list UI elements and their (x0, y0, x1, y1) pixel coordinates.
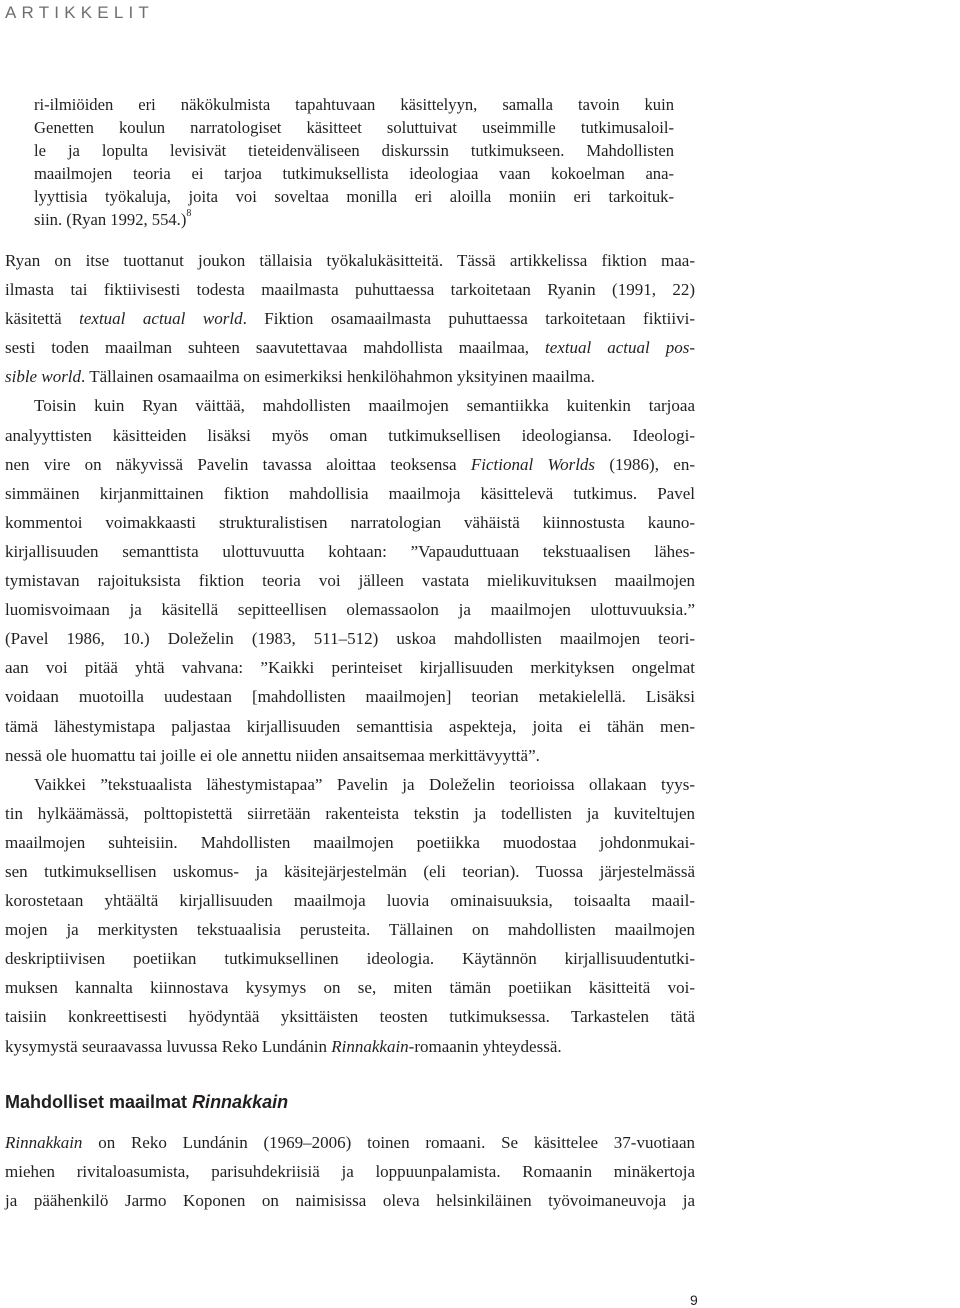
text-line: sen tutkimuksellisen uskomus- ja käsitejärjestelmän (eli teorian). Tuossa järjestelmässä (5, 861, 695, 881)
text-line: Ryan on itse tuottanut joukon tällaisia työkalukäsitteitä. Tässä artikkelissa fiktion maa- (5, 251, 695, 270)
page-number: 9 (690, 1292, 698, 1308)
text-line: simmäinen kirjanmittainen fiktion mahdollisia maailmoja käsittelevä tutkimus. Pavel (5, 483, 695, 503)
block-quote (34, 93, 674, 231)
text-line: kirjallisuuden semanttista ulottuvuutta kohtaan: ”Vapauduttuaan tekstuaalisen lähes- (5, 541, 695, 561)
text-line: analyyttisten käsitteiden lisäksi myös oman tutkimuksellisen ideologiansa. Ideologi- (5, 425, 695, 445)
footnote-ref: 8 (186, 208, 192, 220)
text-line: aan voi pitää yhtä vahvana: ”Kaikki perinteiset kirjallisuuden merkityksen ongelmat (5, 658, 695, 678)
book-title: Rinnakkain (5, 1133, 83, 1152)
text-line: kommentoi voimakkaasti strukturalistisen narratologian vähäistä kiinnostusta kauno- (5, 512, 695, 532)
quote-line: maailmojen teoria ei tarjoa tutkimuksellista ideologiaa vaan kokoelman ana- (34, 164, 674, 183)
text-line: (Pavel 1986, 10.) Doleželin (1983, 511–512) uskoa mahdollisten maailmojen teori- (5, 629, 695, 649)
text-line: ja päähenkilö Jarmo Koponen on naimisissa oleva helsinkiläinen työvoimaneuvoja ja (5, 1191, 695, 1211)
text-line: Toisin kuin Ryan väittää, mahdollisten maailmojen semantiikka kuitenkin tarjoaa (34, 396, 695, 416)
paragraph (5, 246, 695, 391)
text-line: kysymystä seuraavassa luvussa Reko Lundánin Rinnakkain-romaanin yhteydessä. (5, 1036, 562, 1056)
text-line: nessä ole huomattu tai joille ei ole annettu niiden ansaitsemaa merkittävyyttä”. (5, 745, 540, 765)
text-line: käsitettä textual actual world. Fiktion osamaailmasta puhuttaessa tarkoitetaan fiktiivi- (5, 309, 695, 329)
text-line: korostetaan yhtäältä kirjallisuuden maailmoja luovia ominaisuuksia, toisaalta maail- (5, 891, 695, 911)
text-line: ilmasta tai fiktiivisesti todesta maailmasta puhuttaessa tarkoitetaan Ryanin (1991, 22) (5, 280, 695, 300)
paragraph (5, 391, 695, 769)
text-line: luomisvoimaan ja käsitellä sepitteellisen olemassaolon ja maailmojen ulottuvuuksia.” (5, 600, 695, 620)
text-line: mojen ja merkitysten tekstuaalisia perusteita. Tällainen on mahdollisten maailmojen (5, 920, 695, 940)
italic-term: textual actual pos- (545, 338, 696, 358)
text-line: sible world. Tällainen osamaailma on esimerkiksi henkilöhahmon yksityinen maailma. (5, 367, 595, 387)
text-line: taisiin konkreettisesti hyödyntää yksittäisten teosten tutkimuksessa. Tarkastelen tätä (5, 1007, 695, 1027)
quote-line: Genetten koulun narratologiset käsitteet soluttuivat useimmille tutkimusaloil- (34, 118, 674, 137)
paragraph (5, 1128, 695, 1215)
quote-line (34, 208, 674, 231)
text-line: deskriptiivisen poetiikan tutkimuksellinen ideologia. Käytännön kirjallisuudentutki- (5, 949, 695, 969)
book-title: Fictional Worlds (470, 454, 596, 474)
paragraph (5, 770, 695, 1061)
text-line: voidaan muotoilla uudestaan [mahdollisten maailmojen] teorian metakielellä. Lisäksi (5, 687, 695, 707)
text-line: Rinnakkain on Reko Lundánin (1969–2006) toinen romaani. Se käsittelee 37-vuotiaan (5, 1133, 695, 1152)
text-line: muksen kannalta kiinnostava kysymys on se, miten tämän poetiikan käsitteitä voi- (5, 978, 695, 998)
section-label: ARTIKKELIT (5, 3, 154, 22)
quote-line: le ja lopulta levisivät tieteidenväliseen diskurssin tutkimukseen. Mahdollisten (34, 141, 674, 160)
section-heading-title: Rinnakkain (192, 1092, 289, 1112)
book-title: Rinnakkain (331, 1036, 409, 1056)
text-line: tämä lähestymistapa paljastaa kirjallisuuden semanttisia aspekteja, joita ei tähän men- (5, 716, 695, 736)
text-line: nen vire on näkyvissä Pavelin tavassa aloittaa teoksensa Fictional Worlds (1986), en- (5, 454, 695, 474)
text-line: Vaikkei ”tekstuaalista lähestymistapaa” Pavelin ja Doleželin teorioissa ollakaan tyys- (34, 774, 695, 794)
text-line: tymistavan rajoituksista fiktion teoria voi jälleen vastata mielikuvituksen maailmojen (5, 571, 695, 591)
text-line: sesti toden maailman suhteen saavutettavaa mahdollista maailmaa, textual actual pos- (5, 338, 696, 358)
section-heading: Mahdolliset maailmat Rinnakkain (5, 1092, 289, 1112)
text-line: miehen rivitaloasumista, parisuhdekriisiä ja loppuunpalamista. Romaanin minäkertoja (5, 1162, 695, 1182)
quote-line: lyyttisia työkaluja, joita voi soveltaa monilla eri aloilla moniin eri tarkoituk- (34, 187, 674, 206)
italic-term: sible world (5, 367, 82, 387)
text-line: tin hylkäämässä, polttopistettä siirretään rakenteista tekstin ja todellisten ja kuviteltujen (5, 803, 695, 823)
body-text (5, 246, 695, 1061)
quote-line: ri-ilmiöiden eri näkökulmista tapahtuvaan käsittelyyn, samalla tavoin kuin (34, 95, 674, 114)
italic-term: textual actual world (79, 309, 243, 329)
text-line: maailmojen suhteisiin. Mahdollisten maailmojen poetiikka muodostaa johdonmukai- (5, 832, 695, 852)
quote-citation: siin. (Ryan 1992, 554.) (34, 210, 187, 229)
